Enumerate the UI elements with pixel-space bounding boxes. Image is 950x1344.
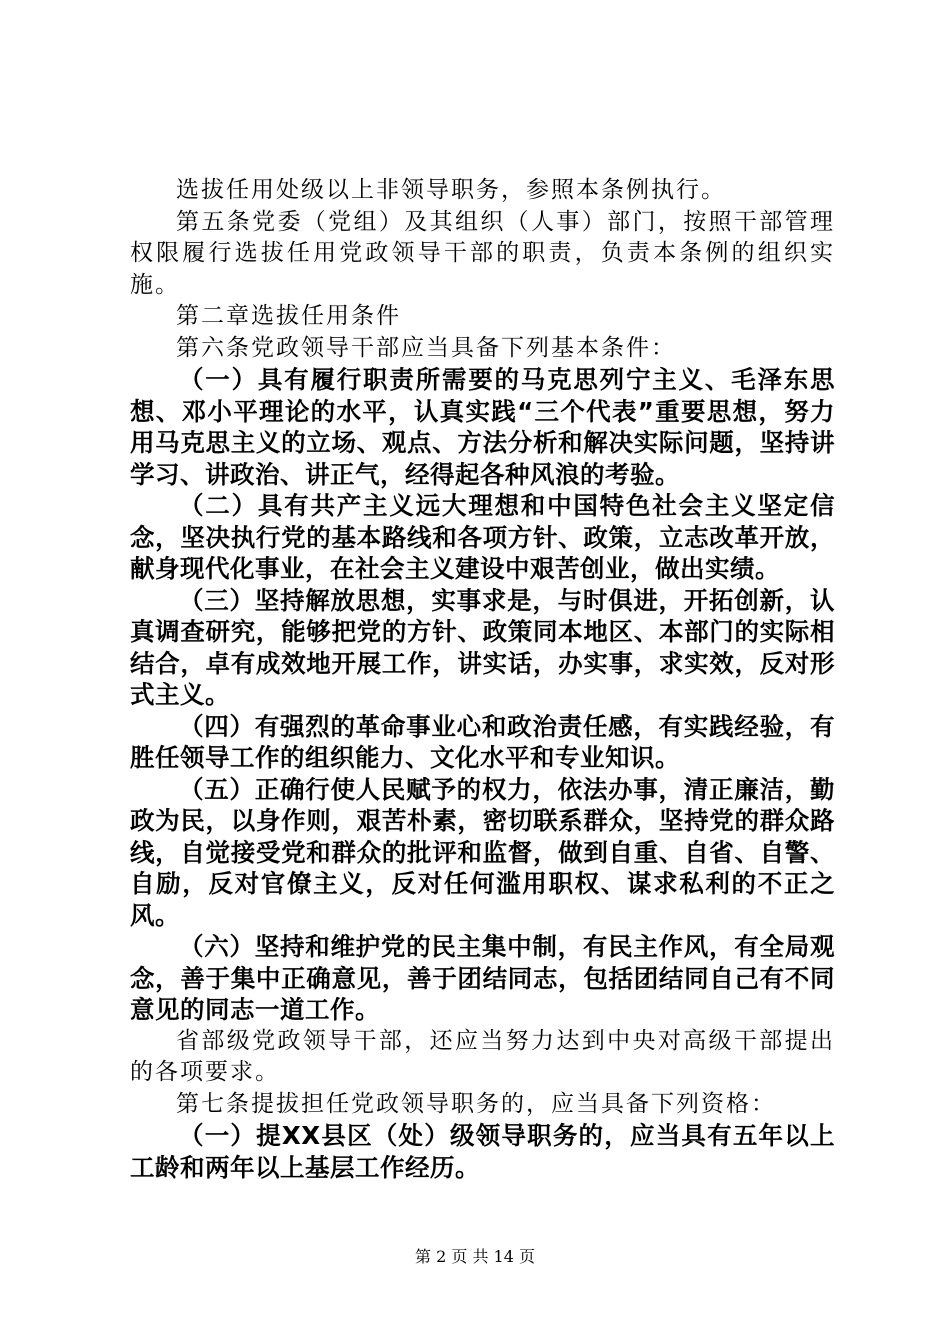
chapter-heading: 第二章选拔任用条件 bbox=[176, 303, 401, 329]
condition-item-2: （二）具有共产主义远大理想和中国特色社会主义坚定信念，坚决执行党的基本路线和各项方针、政策，立志改革开放，献身现代化事业，在社会主义建设中艰苦创业，做出实绩。 bbox=[130, 491, 835, 583]
qualification-item-1: （一）提XX县区（处）级领导职务的，应当具有五年以上工龄和两年以上基层工作经历。 bbox=[130, 1121, 835, 1182]
condition-item-3: （三）坚持解放思想，实事求是，与时俱进，开拓创新，认真调查研究，能够把党的方针、政策同本地区、本部门的实际相结合，卓有成效地开展工作，讲实话，办实事，求实效，反对形式主义。 bbox=[130, 585, 835, 709]
paragraph-provincial-cadres: 省部级党政领导干部，还应当努力达到中央对高级干部提出的各项要求。 bbox=[130, 1027, 835, 1085]
condition-item-1: （一）具有履行职责所需要的马克思列宁主义、毛泽东思想、邓小平理论的水平，认真实践“三个代表”重要思想，努力用马克思主义的立场、观点、方法分析和解决实际问题，坚持讲学习、讲政治、讲正气，经得起各种风浪的考验。 bbox=[130, 365, 835, 489]
page-number-footer: 第 2 页 共 14 页 bbox=[415, 1247, 535, 1266]
paragraph-article-7: 第七条提拔担任党政领导职务的，应当具备下列资格： bbox=[176, 1090, 776, 1117]
paragraph-article-5: 第五条党委（党组）及其组织（人事）部门，按照干部管理权限履行选拔任用党政领导干部的职责，负责本条例的组织实施。 bbox=[130, 208, 835, 298]
paragraph-article-6: 第六条党政领导干部应当具备下列基本条件： bbox=[176, 334, 676, 361]
condition-item-4: （四）有强烈的革命事业心和政治责任感，有实践经验，有胜任领导工作的组织能力、文化水平和专业知识。 bbox=[130, 711, 835, 772]
condition-item-5: （五）正确行使人民赋予的权力，依法办事，清正廉洁，勤政为民，以身作则，艰苦朴素，密切联系群众，坚持党的群众路线，自觉接受党和群众的批评和监督，做到自重、自省、自警、自励，反对官僚主义，反对任何滥用职权、谋求私利的不正之风。 bbox=[130, 774, 835, 930]
document-body bbox=[130, 175, 835, 1183]
paragraph-non-leading-posts: 选拔任用处级以上非领导职务，参照本条例执行。 bbox=[176, 177, 726, 203]
condition-item-6: （六）坚持和维护党的民主集中制，有民主作风，有全局观念，善于集中正确意见，善于团结同志，包括团结同自己有不同意见的同志一道工作。 bbox=[130, 932, 835, 1024]
